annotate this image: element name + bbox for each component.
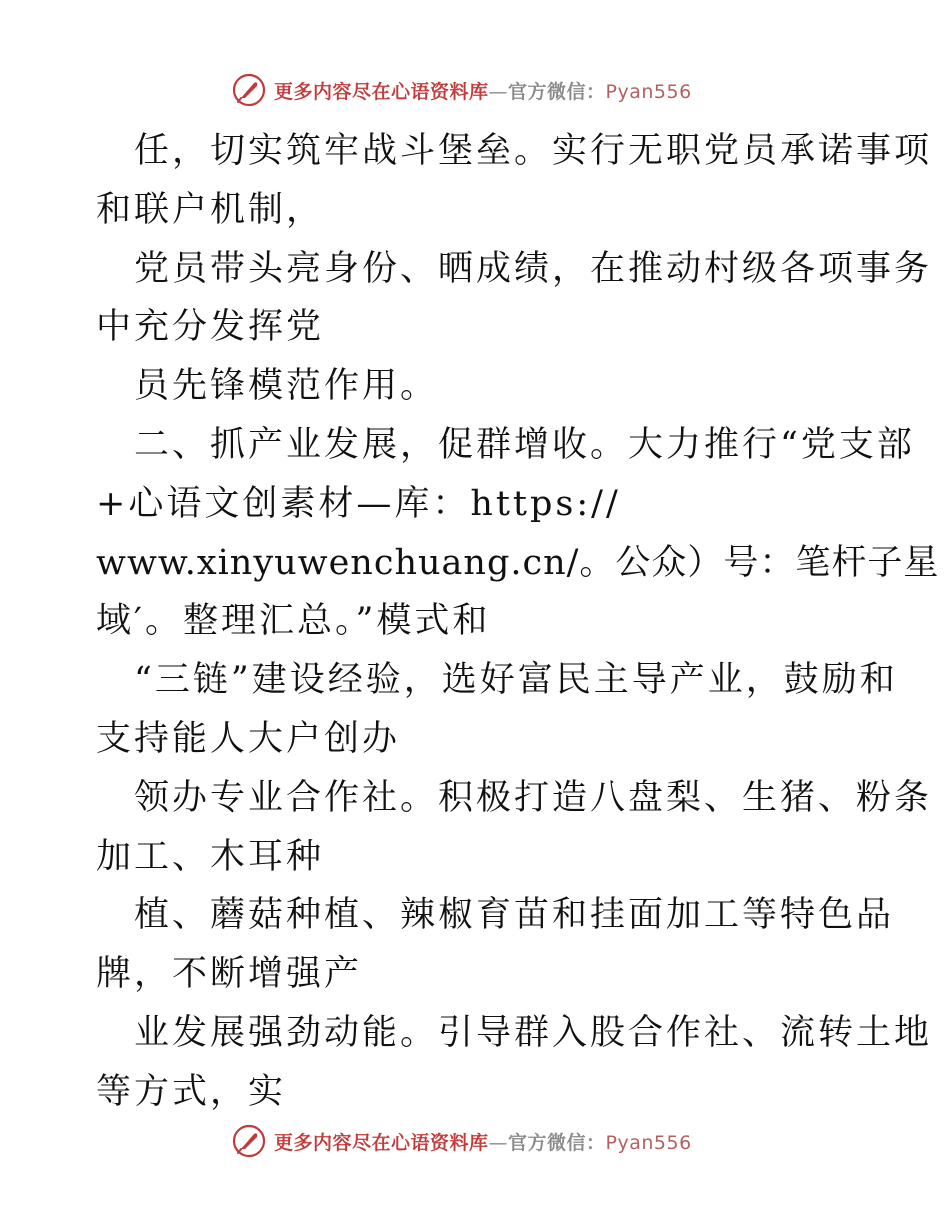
feather-pen-logo-icon bbox=[232, 73, 266, 107]
watermark-dash: — bbox=[488, 1131, 509, 1154]
watermark-main-text: 更多内容尽在心语资料库 bbox=[274, 1131, 489, 1154]
paragraph-line: 任，切实筑牢战斗堡垒。实行无职党员承诺事项 bbox=[134, 131, 933, 171]
header-watermark bbox=[232, 70, 692, 110]
paragraph-line: 植、蘑菇种植、辣椒育苗和挂面加工等特色品 bbox=[134, 895, 895, 936]
watermark-wechat-id: Pyan556 bbox=[605, 1131, 692, 1154]
footer-watermark bbox=[232, 1121, 692, 1161]
paragraph-line: +心语文创素材—库：https:// bbox=[96, 483, 621, 524]
paragraph-line: “三链”建设经验，选好富民主导产业，鼓励和 bbox=[134, 660, 898, 701]
watermark-wechat-label: 官方微信： bbox=[508, 1131, 606, 1154]
paragraph-line: 和联户机制， bbox=[96, 189, 325, 230]
paragraph-line: 员先锋模范作用。 bbox=[134, 366, 439, 407]
paragraph-line: 等方式，实 bbox=[96, 1071, 287, 1112]
document-body bbox=[96, 122, 940, 1122]
watermark-wechat-id: Pyan556 bbox=[605, 80, 692, 103]
paragraph-line: 党员带头亮身份、晒成绩，在推动村级各项事务 bbox=[134, 248, 933, 289]
paragraph-line: 牌，不断增强产 bbox=[96, 954, 363, 995]
paragraph-line: 中充分发挥党 bbox=[96, 307, 325, 348]
feather-pen-logo-icon bbox=[232, 1124, 266, 1158]
paragraph-line: 域′。整理汇总。”模式和 bbox=[96, 601, 491, 642]
watermark-dash: — bbox=[488, 80, 509, 103]
paragraph-line: 支持能人大户创办 bbox=[96, 718, 401, 759]
paragraph-line: 领办专业合作社。积极打造八盘梨、生猪、粉条 bbox=[134, 777, 933, 818]
paragraph-line: 加工、木耳种 bbox=[96, 836, 325, 877]
paragraph-line: www.xinyuwenchuang.cn/。公众）号：笔杆子星 bbox=[96, 542, 940, 583]
watermark-main-text: 更多内容尽在心语资料库 bbox=[274, 80, 489, 103]
paragraph-line: 二、抓产业发展，促群增收。大力推行“党支部 bbox=[134, 424, 915, 465]
paragraph-line: 业发展强劲动能。引导群入股合作社、流转土地 bbox=[134, 1012, 933, 1053]
watermark-wechat-label: 官方微信： bbox=[508, 80, 606, 103]
